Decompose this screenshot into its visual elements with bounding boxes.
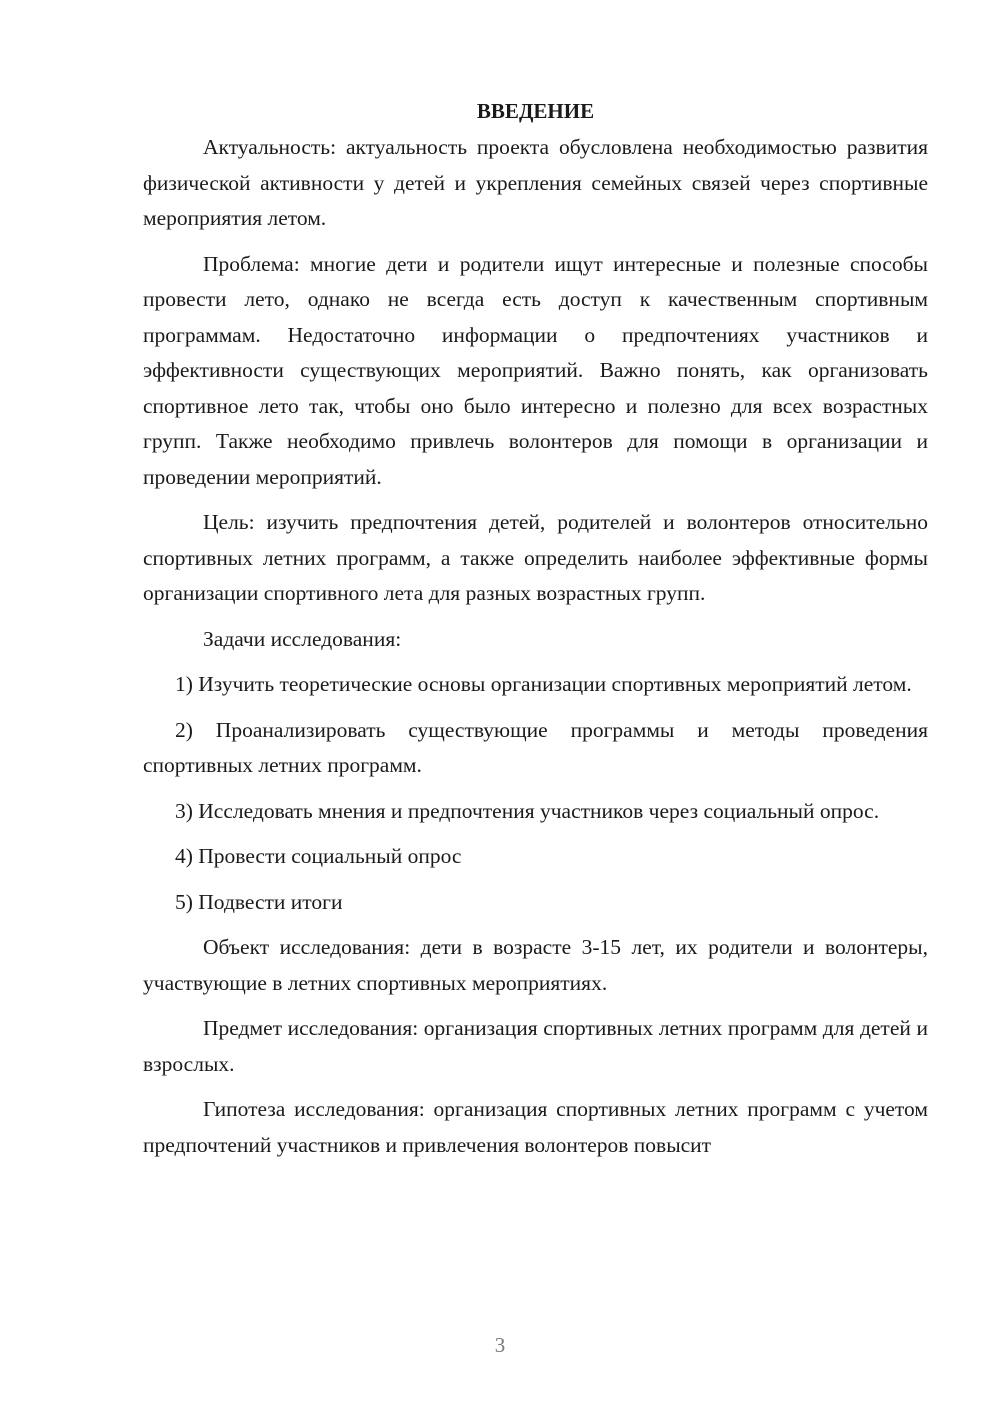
tasks-list — [143, 667, 928, 920]
paragraph-goal: Цель: изучить предпочтения детей, родителей и волонтеров относительно спортивных летних программ, а также определить наиболее эффективные формы организации спортивного лета для разных возрастных групп. — [143, 510, 928, 605]
list-item: 5) Подвести итоги — [175, 889, 343, 914]
paragraph-tasks-label: Задачи исследования: — [203, 626, 402, 651]
page-number: 3 — [494, 1333, 506, 1357]
paragraph-subject: Предмет исследования: организация спортивных летних программ для детей и взрослых. — [143, 1016, 928, 1076]
paragraph-object: Объект исследования: дети в возрасте 3-15 лет, их родители и волонтеры, участвующие в летних спортивных мероприятиях. — [143, 935, 928, 995]
paragraph-hypothesis: Гипотеза исследования: организация спортивных летних программ с учетом предпочтений участников и привлечения волонтеров повысит — [143, 1097, 928, 1157]
paragraph-relevance: Актуальность: актуальность проекта обусловлена необходимостью развития физической активности у детей и укрепления семейных связей через спортивные мероприятия летом. — [143, 135, 928, 230]
list-item: 3) Исследовать мнения и предпочтения участников через социальный опрос. — [175, 798, 880, 823]
list-item: 1) Изучить теоретические основы организации спортивных мероприятий летом. — [175, 672, 912, 696]
paragraph-problem: Проблема: многие дети и родители ищут интересные и полезные способы провести лето, однако не всегда есть доступ к качественным спортивным программам. Недостаточно информации о предпочтениях участников и эффективности существующих мероприятий. Важно понять, как организовать спортивное лето так, чтобы оно было интересно и полезно для всех возрастных групп. Также необходимо привлечь волонтеров для помощи в организации и проведении мероприятий. — [143, 251, 928, 489]
section-heading: ВВЕДЕНИЕ — [476, 99, 595, 123]
document-page — [143, 96, 928, 1173]
list-item: 2) Проанализировать существующие программы и методы проведения спортивных летних программ. — [143, 717, 928, 777]
list-item: 4) Провести социальный опрос — [175, 844, 462, 868]
